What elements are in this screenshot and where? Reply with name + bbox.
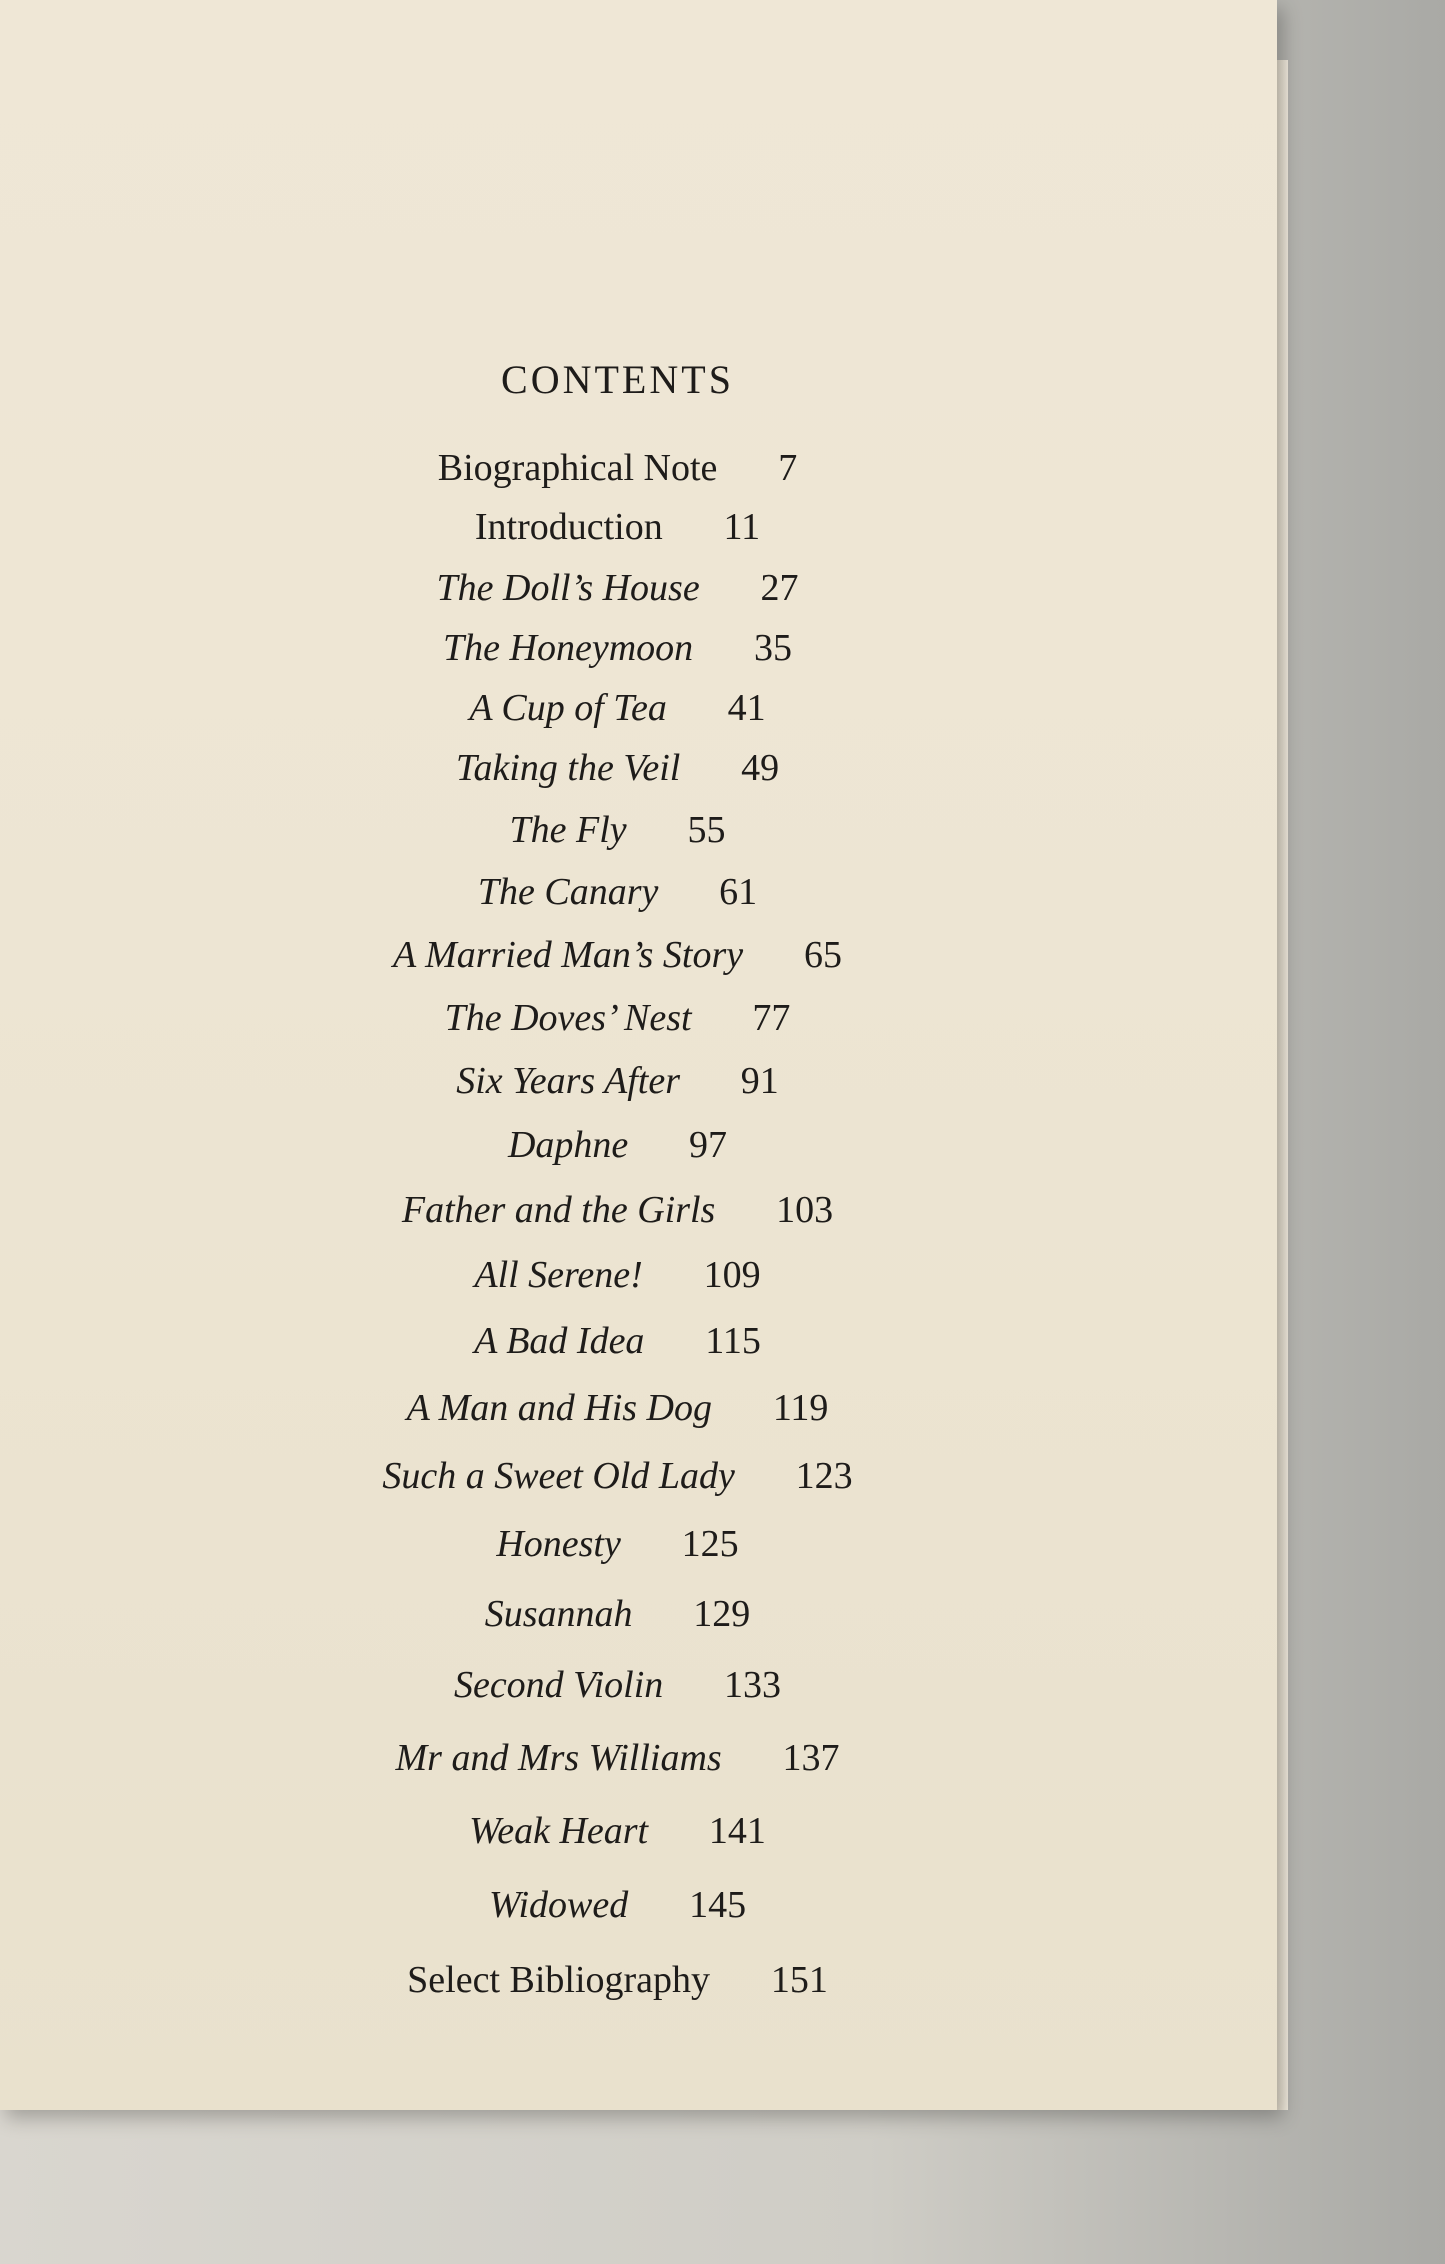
toc-entry-page: 97 xyxy=(689,1124,728,1166)
toc-entry xyxy=(0,440,1235,496)
toc-entry-page: 103 xyxy=(776,1189,834,1231)
toc-entry xyxy=(0,560,1235,616)
toc-entry xyxy=(0,1117,1235,1173)
toc-entry-page: 129 xyxy=(693,1593,751,1635)
toc-entry-title: Daphne xyxy=(507,1124,629,1166)
toc-entry xyxy=(0,620,1235,676)
toc-entry xyxy=(0,1182,1235,1238)
toc-entry-page: 125 xyxy=(681,1523,739,1565)
toc-entry xyxy=(0,927,1235,983)
toc-entry-title: A Man and His Dog xyxy=(406,1387,713,1429)
toc-entry-title: Biographical Note xyxy=(437,447,718,489)
toc-entry xyxy=(0,1448,1235,1504)
toc-entry-title: Weak Heart xyxy=(469,1810,649,1852)
toc-entry xyxy=(0,802,1235,858)
toc-entry-title: The Canary xyxy=(477,871,659,913)
toc-entry-page: 35 xyxy=(753,627,792,669)
toc-entry-page: 151 xyxy=(770,1959,828,2001)
toc-entry-page: 65 xyxy=(803,934,842,976)
toc-entry-page: 49 xyxy=(741,747,780,789)
toc-entry-page: 27 xyxy=(760,567,799,609)
toc-entry xyxy=(0,1657,1235,1713)
toc-entry-title: Six Years After xyxy=(456,1060,680,1102)
toc-entry xyxy=(0,1877,1235,1933)
toc-entry-title: Widowed xyxy=(488,1884,629,1926)
toc-entry xyxy=(0,1516,1235,1572)
toc-entry xyxy=(0,680,1235,736)
toc-entry-page: 145 xyxy=(689,1884,747,1926)
toc-entry-title: Such a Sweet Old Lady xyxy=(382,1455,735,1497)
toc-entry-page: 119 xyxy=(772,1387,829,1429)
toc-entry-page: 11 xyxy=(723,506,761,548)
toc-entry-page: 137 xyxy=(782,1737,840,1779)
toc-entry-title: Susannah xyxy=(484,1593,633,1635)
toc-entry xyxy=(0,1730,1235,1786)
toc-entry-title: The Fly xyxy=(509,809,627,851)
toc-entry xyxy=(0,1803,1235,1859)
toc-entry-page: 41 xyxy=(727,687,766,729)
toc-entry-page: 123 xyxy=(795,1455,853,1497)
toc-entry-title: Introduction xyxy=(474,506,663,548)
toc-entry-page: 109 xyxy=(703,1254,761,1296)
toc-entry-page: 55 xyxy=(687,809,726,851)
contents-heading: CONTENTS xyxy=(501,357,734,402)
toc-entry-title: Father and the Girls xyxy=(401,1189,716,1231)
toc-entry xyxy=(0,1053,1235,1109)
toc-entry-page: 7 xyxy=(778,447,798,489)
toc-entry xyxy=(0,1380,1235,1436)
toc-entry-title: The Honeymoon xyxy=(443,627,694,669)
toc-entry xyxy=(0,740,1235,796)
toc-entry-title: Mr and Mrs Williams xyxy=(395,1737,722,1779)
toc-entry-page: 91 xyxy=(740,1060,779,1102)
toc-entry-title: A Married Man’s Story xyxy=(393,934,744,976)
toc-entry-title: The Doll’s House xyxy=(436,567,700,609)
toc-entry-page: 77 xyxy=(752,997,791,1039)
toc-entry-title: A Bad Idea xyxy=(474,1320,645,1362)
toc-entry-title: All Serene! xyxy=(474,1254,643,1296)
toc-entry-title: Second Violin xyxy=(453,1664,664,1706)
toc-entry-title: Select Bibliography xyxy=(407,1959,711,2001)
toc-entry xyxy=(0,1586,1235,1642)
toc-entry-page: 141 xyxy=(708,1810,766,1852)
toc-entry xyxy=(0,1313,1235,1369)
toc-entry-page: 133 xyxy=(724,1664,782,1706)
toc-entry xyxy=(0,990,1235,1046)
toc-entry xyxy=(0,499,1235,555)
toc-entry xyxy=(0,1247,1235,1303)
toc-entry-page: 61 xyxy=(719,871,758,913)
toc-entry-title: The Doves’ Nest xyxy=(444,997,692,1039)
toc-entry-title: Honesty xyxy=(496,1523,621,1565)
toc-entry-title: A Cup of Tea xyxy=(469,687,667,729)
toc-entry-title: Taking the Veil xyxy=(455,747,681,789)
toc-entry xyxy=(0,1952,1235,2008)
toc-entry xyxy=(0,864,1235,920)
toc-entry-page: 115 xyxy=(705,1320,761,1362)
